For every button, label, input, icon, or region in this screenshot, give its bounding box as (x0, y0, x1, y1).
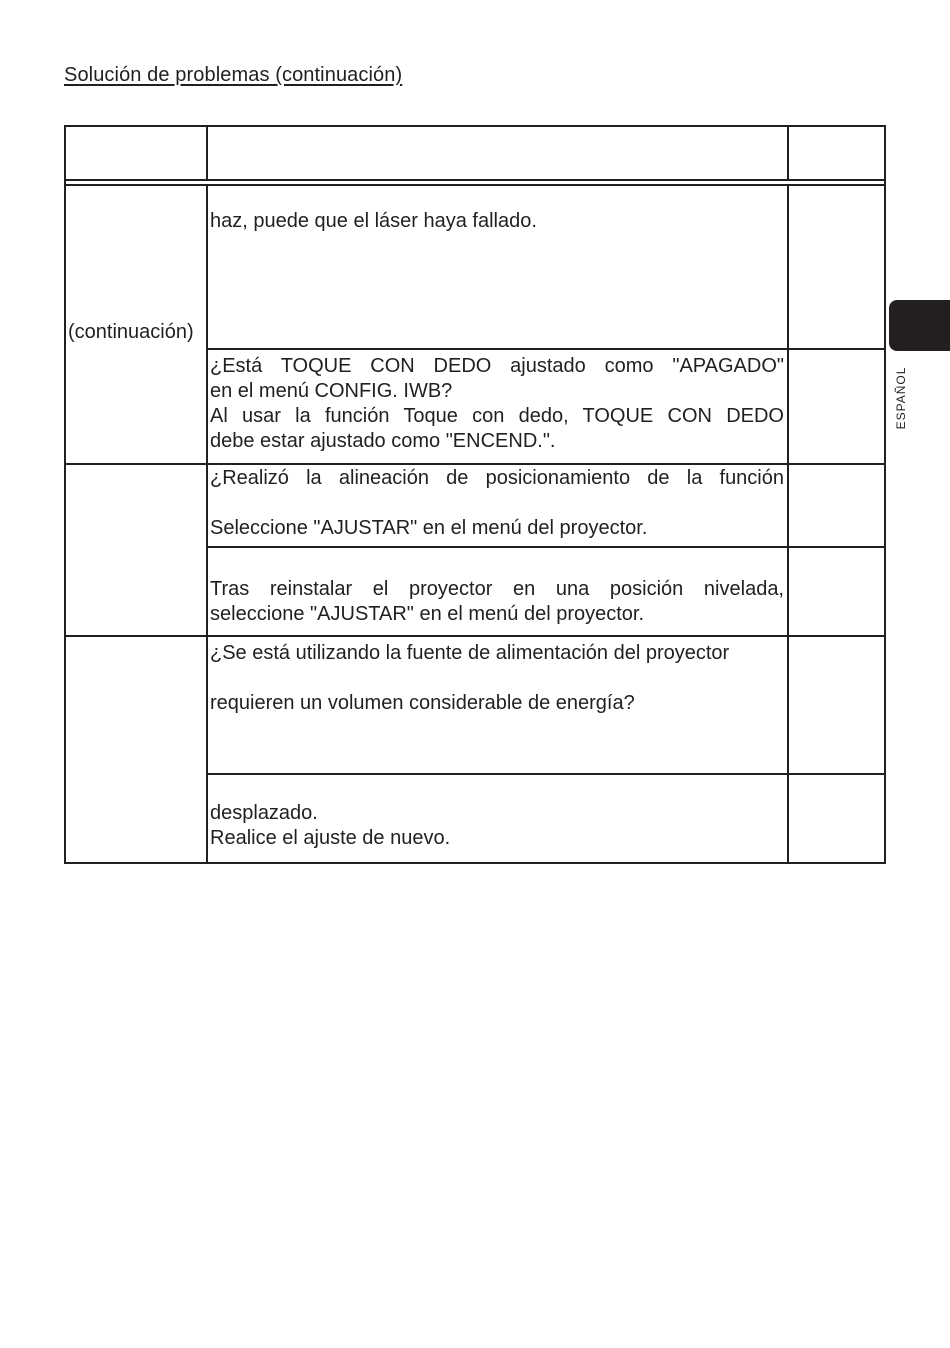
cause-text (210, 577, 784, 627)
table-border-top (64, 125, 886, 127)
text-line: seleccione "AJUSTAR" en el menú del proyector. (210, 603, 645, 625)
row-separator-1 (64, 463, 886, 465)
page-heading: Solución de problemas (continuación) (64, 64, 403, 86)
column-divider-2 (787, 125, 789, 181)
text-line: ¿Está TOQUE CON DEDO ajustado como "APAGADO" (210, 355, 784, 377)
cause-text (210, 209, 784, 234)
table-border-left (64, 125, 66, 864)
row-separator-2 (64, 635, 886, 637)
text-line: en el menú CONFIG. IWB? (210, 380, 453, 402)
cause-text (210, 354, 784, 454)
table-border-bottom (64, 862, 886, 864)
cause-text (210, 801, 784, 851)
text-line: haz, puede que el láser haya fallado. (210, 210, 537, 232)
symptom-continuation-label: (continuación) (68, 321, 194, 343)
language-side-tab (889, 300, 950, 351)
header-rule-2 (64, 184, 886, 186)
text-line (210, 491, 784, 516)
cause-text (210, 641, 784, 716)
sub-separator-3 (206, 773, 886, 775)
text-line: requieren un volumen considerable de energía? (210, 692, 635, 714)
column-divider-1 (206, 125, 208, 181)
language-side-label: ESPAÑOL (894, 366, 908, 430)
cause-text (210, 466, 784, 541)
text-line (210, 666, 784, 691)
column-divider-2b (787, 184, 789, 864)
text-line: ¿Realizó la alineación de posicionamiento de la función (210, 467, 784, 489)
text-line: debe estar ajustado como "ENCEND.". (210, 430, 556, 452)
text-line: Al usar la función Toque con dedo, TOQUE CON DEDO (210, 405, 784, 427)
sub-separator-1 (206, 348, 886, 350)
text-line: Seleccione "AJUSTAR" en el menú del proyector. (210, 517, 648, 539)
table-border-right (884, 125, 886, 864)
text-line: ¿Se está utilizando la fuente de alimentación del proyector (210, 642, 730, 664)
text-line: Realice el ajuste de nuevo. (210, 827, 451, 849)
text-line: desplazado. (210, 802, 318, 824)
sub-separator-2 (206, 546, 886, 548)
column-divider-1b (206, 184, 208, 864)
header-rule-1 (64, 179, 886, 181)
text-line: Tras reinstalar el proyector en una posición nivelada, (210, 578, 784, 600)
